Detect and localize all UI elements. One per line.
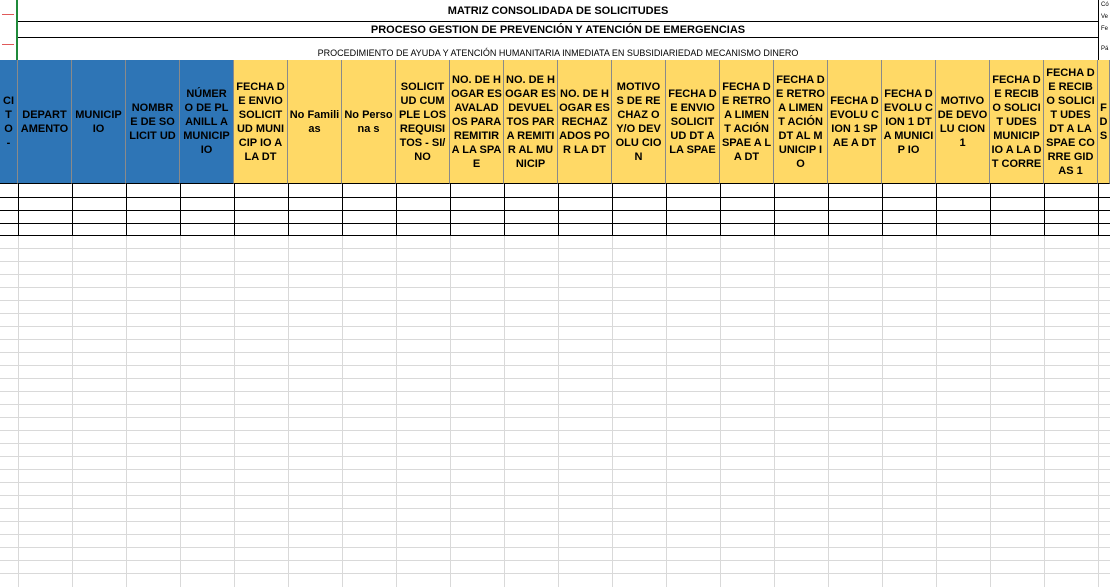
header-fecha-envio-municipio-dt[interactable]: FECHA DE ENVIO SOLICIT UD MUNICIP IO A LA DT bbox=[234, 60, 288, 184]
document-control-cells[interactable] bbox=[1098, 0, 1110, 60]
date-label: Fe bbox=[1101, 26, 1109, 32]
header-cumple-requisitos[interactable]: SOLICIT UD CUMPLE LOS REQUISI TOS - SI/NO bbox=[396, 60, 450, 184]
header-motivos-rechazo[interactable]: MOTIVO S DE RECHAZ O Y/O DEVOLU CION bbox=[612, 60, 666, 184]
header-hogares-avalados[interactable]: NO. DE HOGAR ES AVALAD OS PARA REMITIR A LA SPAE bbox=[450, 60, 504, 184]
process-title[interactable]: PROCESO GESTION DE PREVENCIÓN Y ATENCIÓN DE EMERGENCIAS bbox=[18, 22, 1098, 38]
header-departamento[interactable]: DEPART AMENTO bbox=[18, 60, 72, 184]
comment-indicator bbox=[2, 44, 14, 45]
header-motivo-devolucion[interactable]: MOTIVO DE DEVOLU CION 1 bbox=[936, 60, 990, 184]
header-fecha-retro-spae-dt[interactable]: FECHA DE RETROA LIMENT ACIÓN SPAE A LA DT bbox=[720, 60, 774, 184]
header-fecha-recibo-dt-spae[interactable]: FECHA DE RECIBO SOLICIT UDES DT A LA SPAE CORRE GIDAS 1 bbox=[1044, 60, 1098, 184]
header-fecha-recibo-municipio-dt[interactable]: FECHA DE RECIBO SOLICIT UDES MUNICIP IO A LA DT CORRE bbox=[990, 60, 1044, 184]
procedure-title[interactable]: PROCEDIMIENTO DE AYUDA Y ATENCIÓN HUMANITARIA INMEDIATA EN SUBSIDIARIEDAD MECANISMO DINERO bbox=[317, 48, 799, 58]
comment-indicator bbox=[2, 14, 14, 15]
header-cell-yellow-cut[interactable]: F D S bbox=[1098, 60, 1110, 184]
header-hogares-devueltos[interactable]: NO. DE HOGAR ES DEVUEL TOS PARA REMITIR AL MUNICIP bbox=[504, 60, 558, 184]
header-nombre-solicitud[interactable]: NOMBR E DE SOLICIT UD bbox=[126, 60, 180, 184]
sheet-title[interactable]: MATRIZ CONSOLIDADA DE SOLICITUDES bbox=[18, 0, 1098, 22]
page-label: Pá bbox=[1101, 46, 1109, 52]
header-municipio[interactable]: MUNICIP IO bbox=[72, 60, 126, 184]
header-fecha-envio-dt-spae[interactable]: FECHA DE ENVIO SOLICIT UD DT A LA SPAE bbox=[666, 60, 720, 184]
code-label: Có bbox=[1101, 2, 1109, 8]
header-numero-planilla[interactable]: NÚMER O DE PLANILL A MUNICIP IO bbox=[180, 60, 234, 184]
header-hogares-rechazados[interactable]: NO. DE HOGAR ES RECHAZ ADOS POR LA DT bbox=[558, 60, 612, 184]
header-no-familias[interactable]: No Familias bbox=[288, 60, 342, 184]
version-label: Ve bbox=[1101, 14, 1109, 20]
header-fecha-devolucion-dt-municipio[interactable]: FECHA DEVOLU CION 1 DT A MUNICIP IO bbox=[882, 60, 936, 184]
spreadsheet-grid[interactable] bbox=[0, 184, 1110, 587]
header-no-personas[interactable]: No Persona s bbox=[342, 60, 396, 184]
header-fecha-retro-dt-municipio[interactable]: FECHA DE RETROA LIMENT ACIÓN DT AL MUNICIP IO bbox=[774, 60, 828, 184]
header-fecha-devolucion-spae-dt[interactable]: FECHA DEVOLU CION 1 SPAE A DT bbox=[828, 60, 882, 184]
header-cell-blue-0[interactable]: CI TO - bbox=[0, 60, 18, 184]
